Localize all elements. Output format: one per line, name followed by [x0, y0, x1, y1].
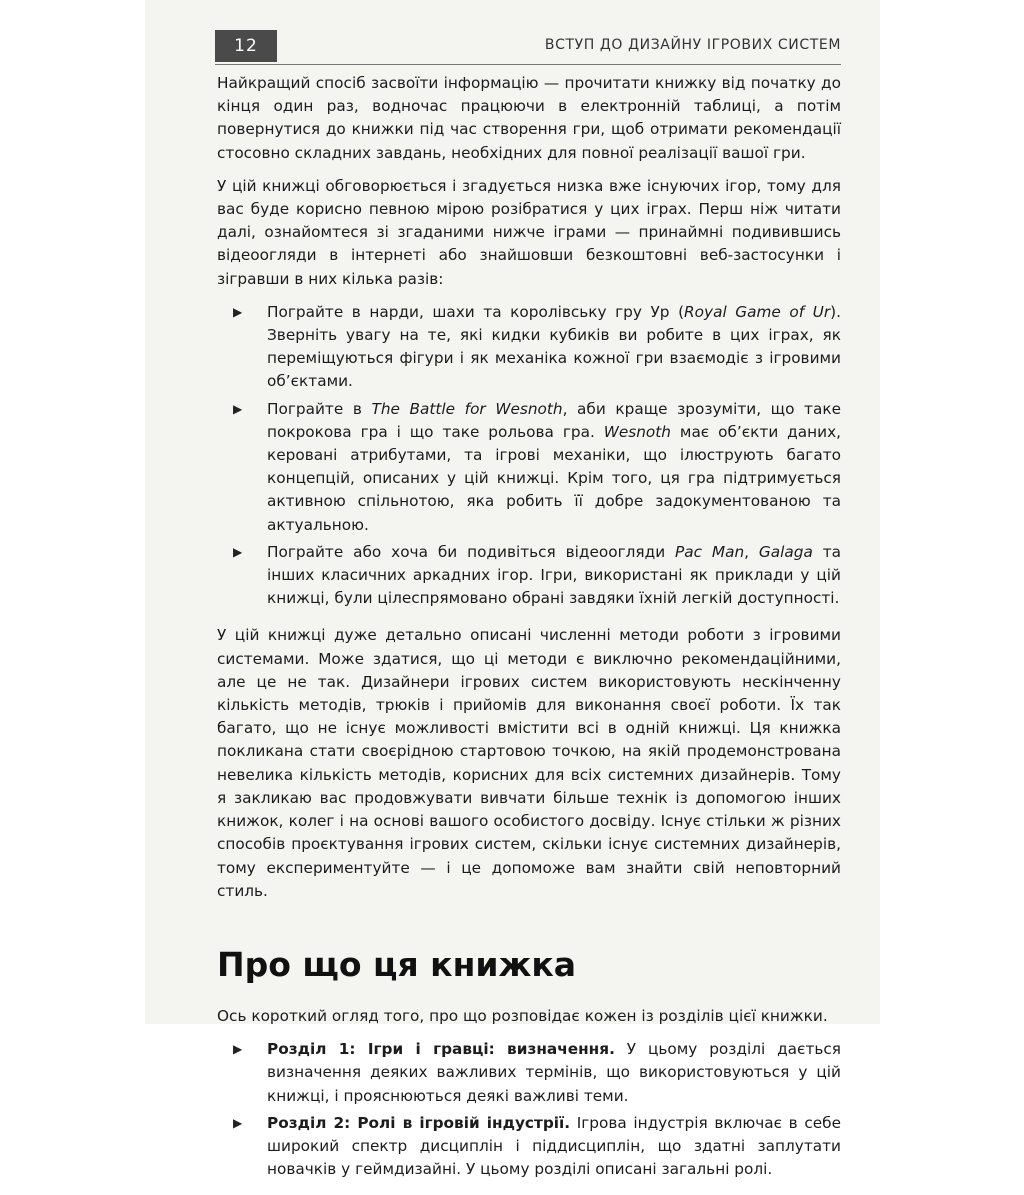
running-title: ВСТУП ДО ДИЗАЙНУ ІГРОВИХ СИСТЕМ — [544, 37, 841, 53]
game-title: Royal Game of Ur — [684, 302, 831, 321]
bullet-triangle-icon: ▶ — [233, 1115, 243, 1130]
games-list — [217, 301, 841, 611]
list-item: ▶ Пограйте в The Battle for Wesnoth, аби краще зрозуміти, що таке покрокова гра і що таке рольова гра. Wesnoth має об’єкти даних, керовані атрибутами, та ігрові механіки, що ілюструють багато концепцій, описаних у цій книжці. Крім того, ця гра підтримується активною спільнотою, яка робить її добре задокументованою та актуальною. — [233, 399, 841, 534]
chapter-title: Розділ 1: Ігри і гравці: визначення. — [267, 1040, 615, 1059]
paragraph: У цій книжці обговорюється і згадується низка вже існуючих ігор, тому для вас буде корисно певною мірою розібратися у цих іграх. Перш ніж читати далі, ознайомтеся зі згаданими нижче іграми — принаймні подивившись відеоогляди в інтернеті або знайшовши безкоштовні веб-застосунки і зігравши в них кілька разів: — [217, 176, 841, 288]
paragraph: Ось короткий огляд того, про що розповідає кожен із розділів цієї книжки. — [217, 1006, 828, 1025]
game-title: Galaga — [758, 542, 813, 561]
game-title: The Battle for Wesnoth — [371, 399, 563, 418]
page-body — [217, 72, 841, 1195]
section-heading: Про що ця книжка — [217, 944, 577, 984]
chapter-title: Розділ 2: Ролі в ігровій індустрії. — [267, 1113, 571, 1132]
bullet-triangle-icon: ▶ — [233, 544, 243, 559]
game-title: Wesnoth — [603, 422, 671, 441]
bullet-triangle-icon: ▶ — [233, 304, 243, 319]
list-item: ▶ Розділ 1: Ігри і гравці: визначення. У цьому розділі дається визначення деяких важливих термінів, що використовуються у цій книжці, і прояснюються деякі важливі теми. — [233, 1040, 841, 1105]
page-header — [215, 30, 841, 65]
list-item: ▶ Пограйте або хоча би подивіться відеоогляди Pac Man, Galaga та інших класичних аркадних ігор. Ігри, використані як приклади у цій книжці, були цілеспрямовано обрані завдяки їхній легкій доступності. — [233, 542, 841, 608]
chapters-list — [217, 1038, 841, 1181]
bullet-triangle-icon: ▶ — [233, 1042, 243, 1057]
paragraph: Найкращий спосіб засвоїти інформацію — прочитати книжку від початку до кінця один раз, водночас працюючи в електронній таблиці, а потім повернутися до книжки під час створення гри, щоб отримати рекомендації стосовно складних завдань, необхідних для повної реалізації вашої гри. — [217, 74, 841, 162]
game-title: Pac Man — [675, 542, 745, 561]
bullet-triangle-icon: ▶ — [233, 401, 243, 416]
book-page — [145, 0, 880, 1179]
page-number: 12 — [215, 30, 277, 62]
list-item: ▶ Розділ 2: Ролі в ігровій індустрії. Ігрова індустрія включає в себе широкий спектр дисциплін і піддисциплін, що здатні заплутати новачків у геймдизайні. У цьому розділі описані загальні ролі. — [233, 1113, 841, 1179]
paragraph: У цій книжці дуже детально описані численні методи роботи з ігровими системами. Може здатися, що ці методи є виключно рекомендаційними, але це не так. Дизайнери ігрових систем використовують нескінченну кількість методів, трюків і прийомів для виконання своєї роботи. Їх так багато, що не існує можливості вмістити всі в одній книжці. Ця книжка покликана стати своєрідною стартовою точкою, на якій продемонстрована невелика кількість методів, корисних для всіх системних дизайнерів. Тому я закликаю вас продовжувати вивчати більше технік із допомогою інших книжок, колег і на основі вашого особистого досвіду. Існує стільки ж різних способів проєктування ігрових систем, скільки існує системних дизайнерів, тому експериментуйте — і це допоможе вам знайти свій неповторний стиль. — [217, 626, 841, 900]
list-item: ▶ Пограйте в нарди, шахи та королівську гру Ур (Royal Game of Ur). Зверніть увагу на те, які кидки кубиків ви робите в цих іграх, як переміщуються фігури і як механіка кожної гри взаємодіє з ігровими об’єктами. — [233, 302, 841, 391]
